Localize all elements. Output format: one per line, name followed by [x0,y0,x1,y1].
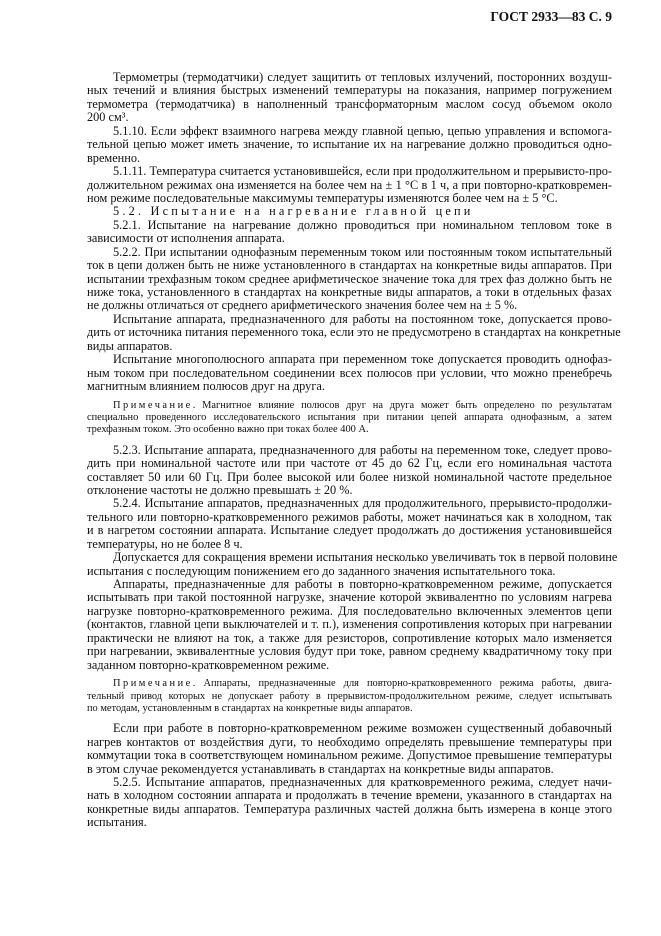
text-line: испытании трехфазным током среднее арифметическое значение тока для трех фаз должно быть не [87,271,612,286]
text-line: нагрузке повторно-кратковременного режима. Для последовательно включенных элементов цепи [87,603,612,618]
text-line: при нагревании, эквивалентные условия будут при токе, равном среднему квадратичному току при [87,644,612,659]
text-line [87,400,612,412]
text-line: по методам, установленным в стандартах на конкретные виды аппаратов. [87,702,413,714]
paragraph [87,246,612,313]
paragraph [87,550,618,578]
text-line: Если при работе в повторно-кратковременном режиме возможен существенный добавочный [113,721,612,736]
paragraph [87,578,612,672]
paragraph [87,776,612,830]
text-line: и в нагретом состоянии аппарата. Испытание следует продолжать до достижения установившейся [87,523,612,538]
note-label: Примечание [113,678,193,690]
text-line: Испытание многополюсного аппарата при переменном токе допускается проводить однофаз- [113,352,612,367]
text-line: тельной цепью может иметь значение, то испытание их на нагревание должно проводиться одно- [87,137,612,152]
text-line: дить при номинальной частоте или при частоте от 45 до 62 Гц, если его номинальная частота [87,456,612,471]
text-line: в этом случае рекомендуется устанавливать в стандартах на конкретные виды аппаратов. [87,761,554,776]
text-line: конкретные виды аппаратов. Температура различных частей должна быть измерена в конце этого [87,801,612,816]
text-line: должительном режимах она изменяется на более чем на ± 1 °C в 1 ч, а при повторно-кратковремен- [87,177,612,192]
text-line: температуры, но не более 8 ч. [87,536,243,551]
text-line: 5.2.2. При испытании однофазным переменным током или постоянным током испытательный [113,244,612,259]
paragraph [87,722,612,776]
text-line: испытания с последующим понижением его до заданного значения испытательного тока. [87,563,556,578]
text-line: дить от источника питания переменного тока, если это не предусмотрено в стандартах на конкретные [87,325,621,340]
text-line: магнитным влиянием полюсов друг на друга. [87,379,325,394]
text-line: 5.2.3. Испытание аппарата, предназначенного для работы на переменном токе, следует прово- [113,442,612,457]
text-line: временно. [87,150,141,165]
text-line: зависимости от исполнения аппарата. [87,231,285,246]
text-line: Термометры (термодатчики) следует защитить от тепловых излучений, посторонних воздуш- [113,70,612,84]
text-line: составляет 50 или 60 Гц. При более высокой или более низкой номинальной частоте предельное [87,469,612,484]
text-line: практически не влияют на ток, а также для резисторов, сопротивление которых мало изменяется [87,630,612,645]
text-line: коммутации тока в соответствующем номинальном режиме. Допустимое превышение температуры [87,748,612,763]
page-header: ГОСТ 2933—83 С. 9 [490,9,612,24]
note-label: Примечание [113,399,193,411]
text-line: нать в холодном состоянии аппарата и продолжать в течение времени, указанного в стандартах на [87,788,612,803]
text-line: виды аппаратов. [87,338,173,353]
paragraph [87,353,612,393]
text-line: испытывать при такой постоянной нагрузке, значение которой эквивалентно по условиям нагрева [87,590,612,605]
text-line: ном режиме последовательные максимумы температуры изменяются более чем на ± 5 °C. [87,190,558,205]
text-line: тельный привод которых не допускает работу в прерывистом-продолжительном режиме, следует испытывать [87,690,612,702]
text-line: Аппараты, предназначенные для работы в повторно-кратковременном режиме, допускается [113,577,612,592]
text-line: трехфазным током. Это особенно важно при токах более 400 А. [87,424,369,436]
text-line: ным током при последовательном соединении всех полюсов при условии, что можно пренебречь [87,365,612,380]
paragraph [87,497,612,551]
text-line: не должны отличаться от среднего арифметического значения более чем на ± 5 %. [87,298,518,313]
section-heading [87,205,612,218]
note-text: . Аппараты, предназначенные для повторно-кратковременного режима работы, двига- [192,678,612,690]
text-line: ниже тока, установленного в стандартах на конкретные виды аппаратов, а токи в отдельных фазах [87,285,612,299]
text-line: 5.1.10. Если эффект взаимного нагрева между главной цепью, цепью управления и вспомога- [113,123,612,138]
text-line: 5.2.1. Испытание на нагревание должно проводиться при номинальном тепловом токе в [113,217,612,232]
document-body [87,70,621,830]
text-line: 200 см³. [87,110,129,125]
text-line: термометра (термодатчика) в наполненный трансформаторным маслом сосуд объемом около [87,96,612,111]
paragraph [87,125,612,165]
paragraph [87,219,612,246]
text-line: специально проведенного исследовательского испытания при питании цепей аппарата однофазным, а затем [87,411,612,423]
note [87,678,612,715]
text-line: (контактов, главной цепи выключателей и т. п.), изменения сопротивления которых при нагревании [87,617,612,632]
text-line: отклонение частоты не должно превышать ± 20 %. [87,482,353,497]
note-text: . Магнитное влияние полюсов друг на друга может быть определено по результатам [192,399,612,411]
paragraph [87,165,612,205]
text-line: заданном повторно-кратковременном режиме. [87,657,330,672]
text-line: Допускается для сокращения времени испытания несколько увеличивать ток в первой половине [113,550,618,565]
note [87,400,612,437]
text-line: Испытание аппарата, предназначенного для работы на постоянном токе, допускается прово- [113,311,612,326]
text-line: 5.1.11. Температура считается установившейся, если при продолжительном и прерывисто-про- [113,164,612,179]
paragraph [87,311,621,353]
text-line: нагрев контактов от воздействия дуги, то необходимо определять превышение температуры при [87,734,612,749]
text-line: 5.2.4. Испытание аппаратов, предназначенных для продолжительного, прерывисто-продолжи- [113,496,612,511]
text-line: тельного или повторно-кратковременного режимов работы, может начинаться как в холодном, так [87,509,612,524]
text-line: 5.2. Испытание на нагревание главной цепи [113,204,474,219]
text-line [87,678,612,690]
text-line: ток в цепи должен быть не ниже установленного в стандартах на конкретные виды аппаратов. При [87,258,612,273]
paragraph [87,71,612,125]
paragraph [87,444,612,498]
text-line: 5.2.5. Испытание аппаратов, предназначенных для кратковременного режима, следует начи- [113,775,612,790]
text-line: ных течений и влияния быстрых изменений температуры на показания, например погружением [87,83,612,98]
text-line: испытания. [87,815,147,830]
